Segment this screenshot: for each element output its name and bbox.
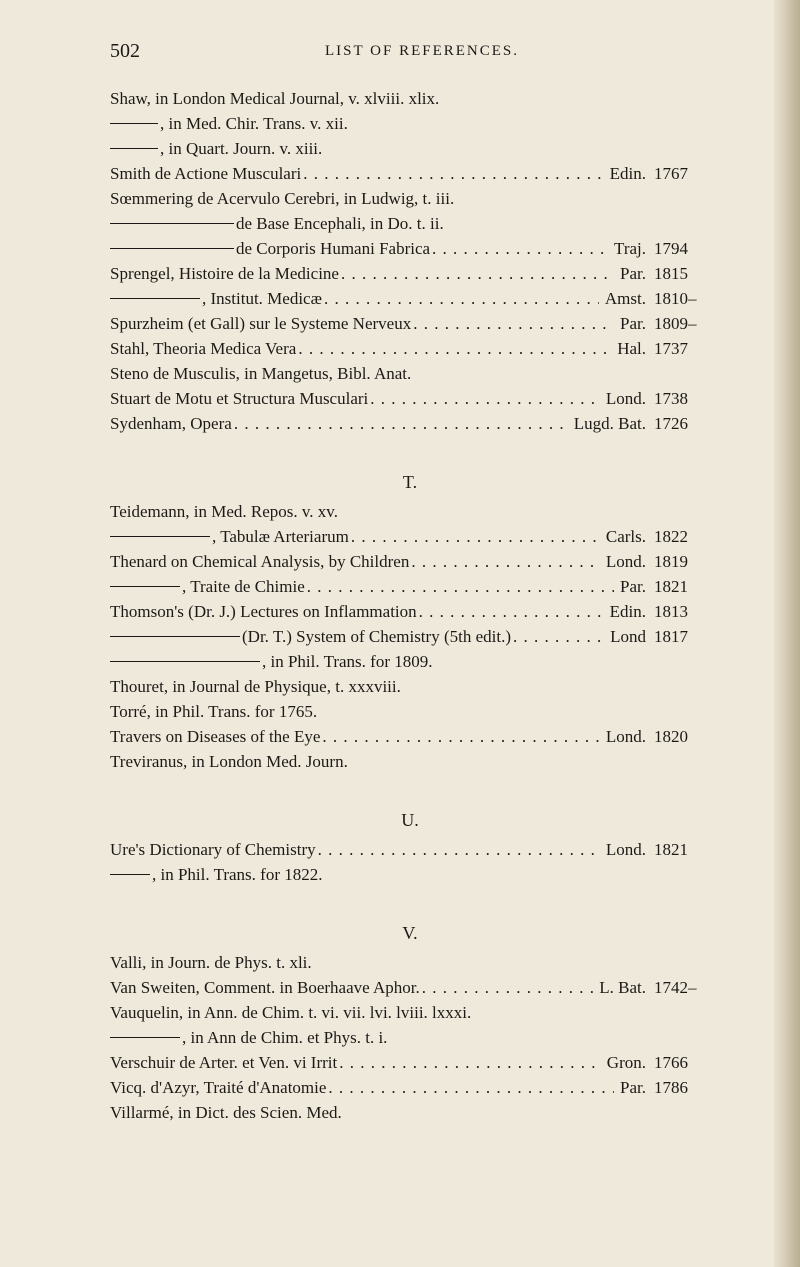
reference-year: 1809– (654, 314, 697, 333)
reference-entry (110, 499, 710, 524)
reference-entry (110, 386, 710, 411)
leader-dots (318, 837, 600, 862)
reference-entry (110, 749, 710, 774)
reference-entry (110, 649, 710, 674)
reference-entry (110, 286, 710, 311)
reference-entry (110, 336, 710, 361)
ditto-dash (110, 298, 200, 299)
reference-year: 1815 (654, 264, 688, 283)
reference-text: Thenard on Chemical Analysis, by Children (110, 552, 410, 571)
reference-text: Stahl, Theoria Medica Vera (110, 339, 297, 358)
ditto-dash (110, 536, 210, 537)
reference-place: Par. (620, 264, 646, 283)
reference-entry (110, 975, 710, 1000)
reference-year: 1820 (654, 727, 688, 746)
reference-year: 1810– (654, 289, 697, 308)
reference-entry (110, 361, 710, 386)
reference-text: , in Quart. Journ. v. xiii. (160, 139, 323, 158)
reference-year: 1742– (654, 978, 697, 997)
reference-year: 1738 (654, 389, 688, 408)
reference-year: 1767 (654, 164, 688, 183)
reference-entry (110, 1050, 710, 1075)
reference-place: Edin. (609, 164, 646, 183)
leader-dots (411, 549, 600, 574)
reference-year: 1786 (654, 1078, 688, 1097)
ditto-dash (110, 636, 240, 637)
reference-text: Torré, in Phil. Trans. for 1765. (110, 702, 318, 721)
reference-entry (110, 574, 710, 599)
reference-place: Par. (620, 314, 646, 333)
reference-year: 1813 (654, 602, 688, 621)
reference-place: Hal. (617, 339, 646, 358)
leader-dots (234, 411, 568, 436)
reference-year: 1819 (654, 552, 688, 571)
reference-text: , Tabulæ Arteriarum (212, 527, 349, 546)
reference-place: L. Bat. (599, 978, 646, 997)
reference-text: Sydenham, Opera (110, 414, 232, 433)
leader-dots (328, 1075, 614, 1100)
reference-entry (110, 311, 710, 336)
leader-dots (513, 624, 604, 649)
ditto-dash (110, 148, 158, 149)
reference-text: de Corporis Humani Fabrica (236, 239, 431, 258)
leader-dots (422, 975, 594, 1000)
reference-text: Shaw, in London Medical Journal, v. xlviii. xlix. (110, 89, 440, 108)
ditto-dash (110, 123, 158, 124)
reference-entry (110, 211, 710, 236)
reference-entry (110, 524, 710, 549)
reference-place: Lond. (605, 840, 646, 859)
reference-text: Vicq. d'Azyr, Traité d'Anatomie (110, 1078, 327, 1097)
reference-text: Teidemann, in Med. Repos. v. xv. (110, 502, 338, 521)
leader-dots (298, 336, 611, 361)
reference-place: Lond. (605, 552, 646, 571)
reference-text: de Base Encephali, in Do. t. ii. (236, 214, 444, 233)
reference-year: 1766 (654, 1053, 688, 1072)
ditto-dash (110, 223, 234, 224)
reference-place: Traj. (614, 239, 646, 258)
reference-place: Lugd. Bat. (573, 414, 646, 433)
reference-text: , Traite de Chimie (182, 577, 305, 596)
ditto-dash (110, 874, 150, 875)
reference-text: Travers on Diseases of the Eye (110, 727, 321, 746)
reference-entry (110, 1075, 710, 1100)
reference-text: Villarmé, in Dict. des Scien. Med. (110, 1103, 342, 1122)
reference-place: Lond. (605, 727, 646, 746)
reference-place: Amst. (604, 289, 646, 308)
section-letter: V. (402, 923, 418, 943)
reference-place: Lond (610, 627, 646, 646)
reference-text: , Institut. Medicæ (202, 289, 322, 308)
reference-entry (110, 699, 710, 724)
reference-place: Par. (620, 577, 646, 596)
running-title: LIST OF REFERENCES. (325, 43, 519, 59)
leader-dots (341, 261, 614, 286)
reference-entry (110, 862, 710, 887)
reference-text: Sprengel, Histoire de la Medicine (110, 264, 339, 283)
leader-dots (303, 161, 603, 186)
reference-text: , in Phil. Trans. for 1822. (152, 865, 323, 884)
reference-year: 1817 (654, 627, 688, 646)
reference-list (110, 86, 710, 1125)
leader-dots (324, 286, 599, 311)
reference-text: Ure's Dictionary of Chemistry (110, 840, 316, 859)
ditto-dash (110, 586, 180, 587)
leader-dots (322, 724, 599, 749)
reference-text: , in Med. Chir. Trans. v. xii. (160, 114, 348, 133)
reference-text: , in Ann de Chim. et Phys. t. i. (182, 1028, 388, 1047)
leader-dots (419, 599, 604, 624)
reference-entry (110, 624, 710, 649)
reference-entry (110, 950, 710, 975)
reference-text: Thouret, in Journal de Physique, t. xxxviii. (110, 677, 401, 696)
leader-dots (432, 236, 608, 261)
reference-place: Par. (620, 1078, 646, 1097)
reference-entry (110, 837, 710, 862)
reference-year: 1821 (654, 840, 688, 859)
ditto-dash (110, 1037, 180, 1038)
reference-place: Carls. (605, 527, 646, 546)
reference-entry (110, 1025, 710, 1050)
reference-year: 1821 (654, 577, 688, 596)
reference-entry (110, 724, 710, 749)
reference-place: Edin. (609, 602, 646, 621)
reference-text: (Dr. T.) System of Chemistry (5th edit.) (242, 627, 511, 646)
reference-text: Steno de Musculis, in Mangetus, Bibl. Anat. (110, 364, 412, 383)
reference-entry (110, 161, 710, 186)
reference-entry (110, 411, 710, 436)
page-header (110, 40, 710, 70)
ditto-dash (110, 661, 260, 662)
reference-entry (110, 549, 710, 574)
leader-dots (351, 524, 600, 549)
reference-entry (110, 1000, 710, 1025)
reference-text: Vauquelin, in Ann. de Chim. t. vi. vii. lvi. lviii. lxxxi. (110, 1003, 472, 1022)
ditto-dash (110, 248, 234, 249)
reference-year: 1737 (654, 339, 688, 358)
reference-text: Valli, in Journ. de Phys. t. xli. (110, 953, 312, 972)
page-number: 502 (110, 40, 140, 62)
reference-entry (110, 136, 710, 161)
reference-entry (110, 674, 710, 699)
reference-text: Spurzheim (et Gall) sur le Systeme Nerveux (110, 314, 412, 333)
reference-place: Gron. (606, 1053, 646, 1072)
page-edge-shadow (774, 0, 800, 1267)
reference-text: Sœmmering de Acervulo Cerebri, in Ludwig, t. iii. (110, 189, 455, 208)
reference-text: Verschuir de Arter. et Ven. vi Irrit (110, 1053, 338, 1072)
reference-entry (110, 86, 710, 111)
leader-dots (370, 386, 600, 411)
section-letter: T. (402, 472, 418, 492)
leader-dots (339, 1050, 601, 1075)
reference-year: 1822 (654, 527, 688, 546)
reference-text: , in Phil. Trans. for 1809. (262, 652, 433, 671)
reference-entry (110, 186, 710, 211)
leader-dots (307, 574, 614, 599)
reference-text: Smith de Actione Musculari (110, 164, 302, 183)
section-letter: U. (401, 810, 419, 830)
reference-entry (110, 1100, 710, 1125)
reference-year: 1794 (654, 239, 688, 258)
reference-text: Thomson's (Dr. J.) Lectures on Inflammation (110, 602, 417, 621)
reference-text: Van Sweiten, Comment. in Boerhaave Aphor. (110, 978, 420, 997)
reference-entry (110, 111, 710, 136)
reference-entry (110, 261, 710, 286)
reference-text: Stuart de Motu et Structura Musculari (110, 389, 369, 408)
leader-dots (413, 311, 614, 336)
reference-text: Treviranus, in London Med. Journ. (110, 752, 348, 771)
reference-entry (110, 599, 710, 624)
reference-year: 1726 (654, 414, 688, 433)
reference-entry (110, 236, 710, 261)
reference-place: Lond. (605, 389, 646, 408)
